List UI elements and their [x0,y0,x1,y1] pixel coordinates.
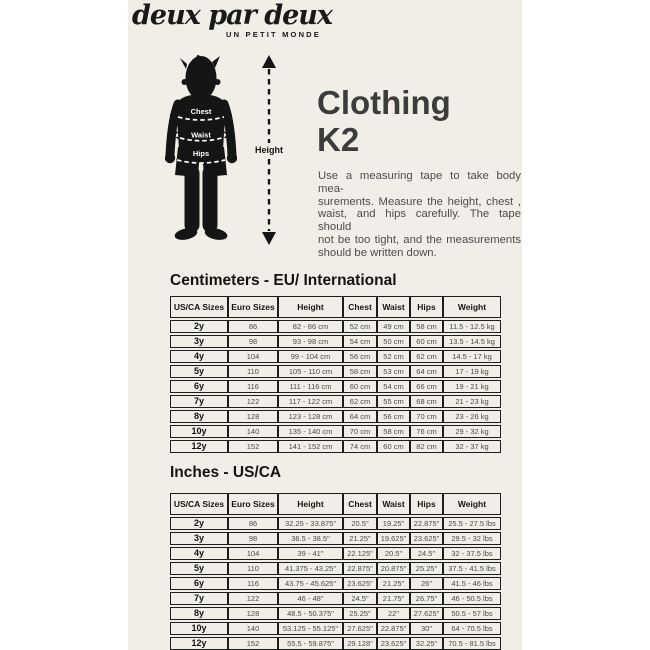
value-cell: 74 cm [343,440,377,453]
hips-label: Hips [192,149,210,158]
size-cell: 6y [170,380,228,393]
value-cell: 70 cm [410,410,443,423]
size-cell: 10y [170,622,228,635]
column-header: US/CA Sizes [170,296,228,318]
header-row [170,493,501,515]
value-cell: 24.5" [410,547,443,560]
intro-line: not be too tight, and the measurements [318,233,521,246]
value-cell: 54 cm [377,380,410,393]
value-cell: 60 cm [343,380,377,393]
value-cell: 23 - 26 kg [443,410,501,423]
value-cell: 20.5" [343,517,377,530]
title-line-2: K2 [317,121,360,158]
intro-paragraph [318,170,521,260]
column-header: Chest [343,296,377,318]
column-header: Waist [377,296,410,318]
value-cell: 23.625" [410,532,443,545]
table-row [170,637,501,650]
value-cell: 25.25" [343,607,377,620]
column-header: Weight [443,493,501,515]
child-silhouette [165,55,237,245]
value-cell: 21.75" [377,592,410,605]
value-cell: 152 [228,637,278,650]
table-row [170,517,501,530]
value-cell: 116 [228,577,278,590]
column-header: US/CA Sizes [170,493,228,515]
size-cell: 5y [170,562,228,575]
value-cell: 58 cm [410,320,443,333]
value-cell: 46 - 48" [278,592,343,605]
value-cell: 17 - 19 kg [443,365,501,378]
header-row [170,296,501,318]
value-cell: 24.5" [343,592,377,605]
size-cell: 7y [170,592,228,605]
value-cell: 122 [228,592,278,605]
value-cell: 140 [228,425,278,438]
column-header: Weight [443,296,501,318]
column-header: Hips [410,296,443,318]
value-cell: 105 - 110 cm [278,365,343,378]
value-cell: 46 - 50.5 lbs [443,592,501,605]
value-cell: 55.5 - 59.875" [278,637,343,650]
value-cell: 122 [228,395,278,408]
size-cell: 2y [170,320,228,333]
value-cell: 50 cm [377,335,410,348]
value-cell: 32 - 37 kg [443,440,501,453]
value-cell: 128 [228,410,278,423]
value-cell: 27.625" [410,607,443,620]
value-cell: 76 cm [410,425,443,438]
value-cell: 152 [228,440,278,453]
size-cell: 2y [170,517,228,530]
value-cell: 117 - 122 cm [278,395,343,408]
value-cell: 22.125" [343,547,377,560]
size-cell: 12y [170,440,228,453]
table-row [170,622,501,635]
value-cell: 41.375 - 43.25" [278,562,343,575]
value-cell: 32.25" [410,637,443,650]
value-cell: 98 [228,532,278,545]
table-row [170,592,501,605]
table-row [170,607,501,620]
intro-line: Use a measuring tape to take body mea- [318,170,521,195]
value-cell: 19.625" [377,532,410,545]
table-row [170,365,501,378]
value-cell: 123 - 128 cm [278,410,343,423]
value-cell: 55 cm [377,395,410,408]
value-cell: 23.625" [343,577,377,590]
value-cell: 60 cm [377,440,410,453]
brand-wordmark: deux par deux [132,0,332,31]
column-header: Waist [377,493,410,515]
value-cell: 14.5 - 17 kg [443,350,501,363]
column-header: Height [278,296,343,318]
value-cell: 48.5 - 50.375" [278,607,343,620]
value-cell: 22" [377,607,410,620]
value-cell: 21.25" [343,532,377,545]
value-cell: 41.5 - 46 lbs [443,577,501,590]
value-cell: 64 cm [343,410,377,423]
size-cell: 7y [170,395,228,408]
value-cell: 49 cm [377,320,410,333]
value-cell: 20.875" [377,562,410,575]
value-cell: 98 [228,335,278,348]
intro-line: surements. Measure the height, chest , [318,195,521,208]
value-cell: 64 - 70.5 lbs [443,622,501,635]
value-cell: 70.5 - 81.5 lbs [443,637,501,650]
value-cell: 110 [228,562,278,575]
size-cell: 4y [170,350,228,363]
brand-tagline: UN PETIT MONDE [226,30,321,39]
value-cell: 25.5 - 27.5 lbs [443,517,501,530]
column-header: Euro Sizes [228,296,278,318]
value-cell: 64 cm [410,365,443,378]
value-cell: 32.25 - 33.875" [278,517,343,530]
value-cell: 58 cm [377,425,410,438]
page-title [317,84,451,158]
value-cell: 135 - 140 cm [278,425,343,438]
value-cell: 68 cm [410,395,443,408]
value-cell: 141 - 152 cm [278,440,343,453]
value-cell: 104 [228,350,278,363]
value-cell: 93 - 98 cm [278,335,343,348]
value-cell: 20.5" [377,547,410,560]
value-cell: 29 - 32 kg [443,425,501,438]
table-row [170,532,501,545]
title-line-1: Clothing [317,84,451,121]
cm-section-title: Centimeters - EU/ International [170,272,397,289]
table-row [170,350,501,363]
value-cell: 29.5 - 32 lbs [443,532,501,545]
chest-label: Chest [190,107,212,116]
value-cell: 82 cm [410,440,443,453]
size-cell: 5y [170,365,228,378]
table-row [170,395,501,408]
column-header: Chest [343,493,377,515]
size-cell: 6y [170,577,228,590]
value-cell: 111 - 116 cm [278,380,343,393]
value-cell: 36.5 - 38.5" [278,532,343,545]
value-cell: 62 cm [410,350,443,363]
value-cell: 21.25" [377,577,410,590]
value-cell: 116 [228,380,278,393]
value-cell: 104 [228,547,278,560]
value-cell: 25.25" [410,562,443,575]
size-cell: 8y [170,607,228,620]
size-cell: 4y [170,547,228,560]
value-cell: 32 - 37.5 lbs [443,547,501,560]
value-cell: 53.125 - 55.125" [278,622,343,635]
value-cell: 39 - 41" [278,547,343,560]
value-cell: 52 cm [377,350,410,363]
value-cell: 43.75 - 45.625" [278,577,343,590]
table-row [170,577,501,590]
value-cell: 11.5 - 12.5 kg [443,320,501,333]
value-cell: 22.875" [343,562,377,575]
value-cell: 82 - 86 cm [278,320,343,333]
table-row [170,562,501,575]
intro-line: should be written down. [318,246,437,259]
size-cell: 3y [170,335,228,348]
value-cell: 56 cm [377,410,410,423]
height-label: Height [246,143,292,157]
value-cell: 110 [228,365,278,378]
value-cell: 86 [228,320,278,333]
value-cell: 70 cm [343,425,377,438]
value-cell: 54 cm [343,335,377,348]
value-cell: 58 cm [343,365,377,378]
table-row [170,410,501,423]
value-cell: 26.75" [410,592,443,605]
value-cell: 128 [228,607,278,620]
table-row [170,440,501,453]
value-cell: 13.5 - 14.5 kg [443,335,501,348]
intro-line: waist, and hips carefully. The tape should [318,208,521,234]
value-cell: 52 cm [343,320,377,333]
in-size-table [170,491,501,650]
value-cell: 19 - 21 kg [443,380,501,393]
value-cell: 140 [228,622,278,635]
size-cell: 12y [170,637,228,650]
table-row [170,320,501,333]
value-cell: 86 [228,517,278,530]
value-cell: 22.875" [377,622,410,635]
value-cell: 62 cm [343,395,377,408]
value-cell: 56 cm [343,350,377,363]
value-cell: 66 cm [410,380,443,393]
value-cell: 30" [410,622,443,635]
table-row [170,547,501,560]
value-cell: 60 cm [410,335,443,348]
column-header: Euro Sizes [228,493,278,515]
value-cell: 99 - 104 cm [278,350,343,363]
value-cell: 21 - 23 kg [443,395,501,408]
size-cell: 8y [170,410,228,423]
table-row [170,335,501,348]
value-cell: 53 cm [377,365,410,378]
size-cell: 3y [170,532,228,545]
column-header: Hips [410,493,443,515]
value-cell: 29.128" [343,637,377,650]
table-row [170,425,501,438]
value-cell: 19.25" [377,517,410,530]
value-cell: 26" [410,577,443,590]
size-cell: 10y [170,425,228,438]
value-cell: 23.625" [377,637,410,650]
value-cell: 27.625" [343,622,377,635]
waist-label: Waist [191,130,211,140]
value-cell: 22.875" [410,517,443,530]
table-row [170,380,501,393]
value-cell: 37.5 - 41.5 lbs [443,562,501,575]
value-cell: 50.5 - 57 lbs [443,607,501,620]
in-section-title: Inches - US/CA [170,464,282,481]
cm-size-table [170,294,501,455]
column-header: Height [278,493,343,515]
